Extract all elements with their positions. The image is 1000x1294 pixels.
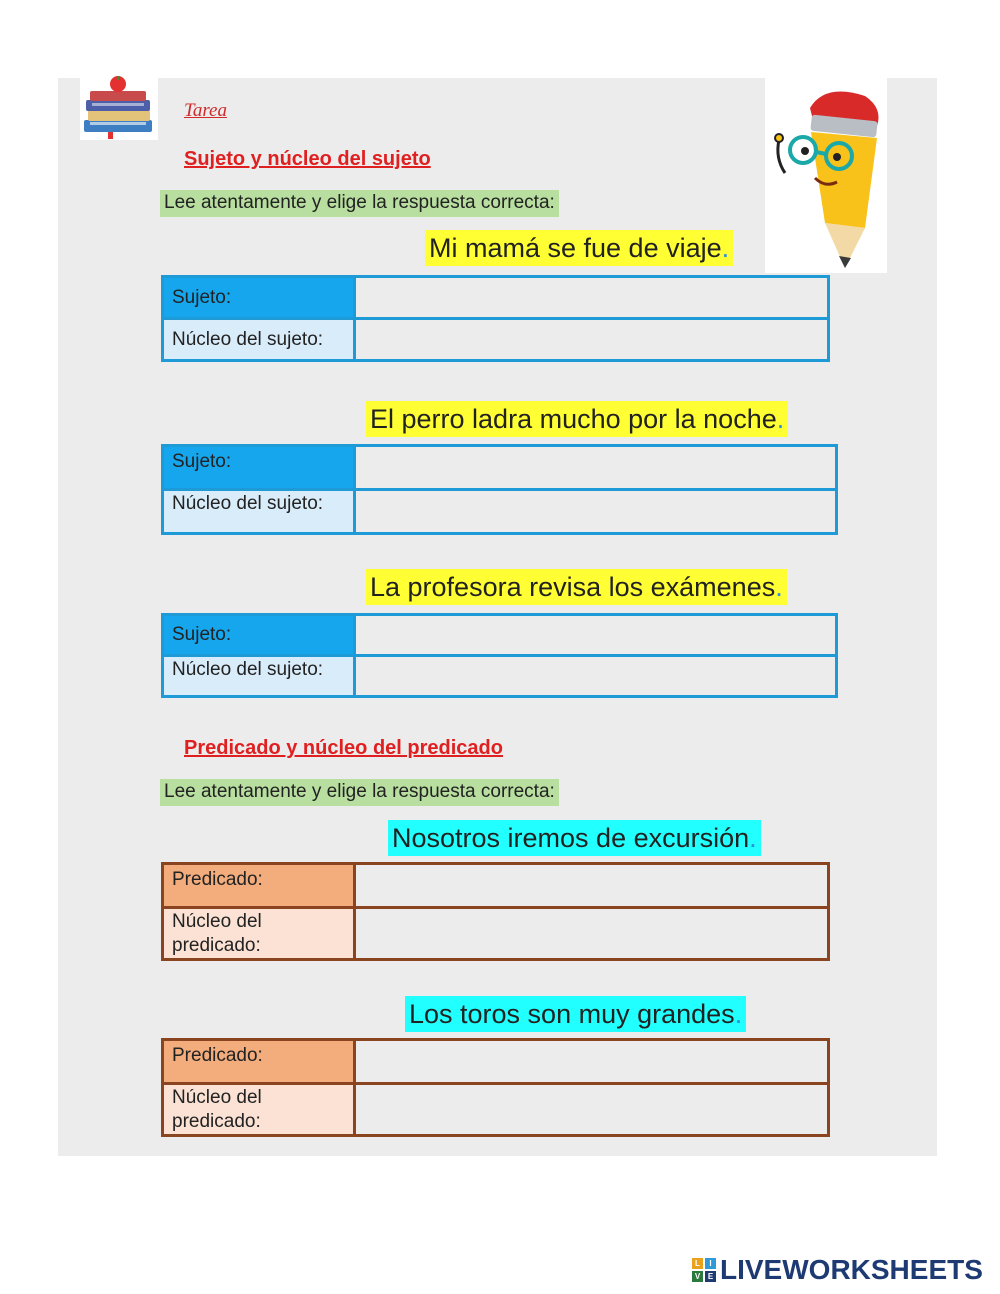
logo-text: LIVEWORKSHEETS bbox=[720, 1254, 983, 1285]
label-nucleo-sujeto-1: Núcleo del sujeto: bbox=[163, 319, 355, 361]
pencil-mascot-illustration bbox=[765, 78, 887, 273]
tarea-label: Tarea bbox=[184, 100, 227, 121]
answer-table-1 bbox=[161, 275, 830, 362]
answer-field-nucleo-1[interactable] bbox=[355, 319, 829, 361]
section-title-sujeto: Sujeto y núcleo del sujeto bbox=[184, 148, 431, 170]
label-nucleo-predicado-4: Núcleo del predicado: bbox=[163, 908, 355, 960]
label-nucleo-sujeto-3: Núcleo del sujeto: bbox=[163, 656, 355, 697]
nucleo-sujeto-input-2[interactable] bbox=[364, 500, 827, 524]
sujeto-input-3[interactable] bbox=[364, 623, 827, 647]
liveworksheets-logo[interactable] bbox=[692, 1253, 983, 1287]
answer-field-nucleo-predicado-5[interactable] bbox=[355, 1084, 829, 1136]
instruction-predicado: Lee atentamente y elige la respuesta correcta: bbox=[160, 779, 559, 806]
answer-table-5 bbox=[161, 1038, 830, 1137]
answer-field-nucleo-2[interactable] bbox=[355, 490, 837, 534]
label-nucleo-sujeto-2: Núcleo del sujeto: bbox=[163, 490, 355, 534]
label-nucleo-predicado-5: Núcleo del predicado: bbox=[163, 1084, 355, 1136]
sentence-3: La profesora revisa los exámenes. bbox=[366, 569, 787, 605]
label-sujeto-2: Sujeto: bbox=[163, 446, 355, 490]
answer-field-nucleo-predicado-4[interactable] bbox=[355, 908, 829, 960]
answer-field-predicado-5[interactable] bbox=[355, 1040, 829, 1084]
predicado-input-5[interactable] bbox=[364, 1050, 819, 1074]
answer-field-sujeto-3[interactable] bbox=[355, 615, 837, 656]
label-sujeto-3: Sujeto: bbox=[163, 615, 355, 656]
nucleo-sujeto-input-1[interactable] bbox=[364, 328, 819, 352]
answer-table-3 bbox=[161, 613, 838, 698]
section-title-predicado: Predicado y núcleo del predicado bbox=[184, 737, 503, 759]
label-predicado-5: Predicado: bbox=[163, 1040, 355, 1084]
label-predicado-4: Predicado: bbox=[163, 864, 355, 908]
sentence-5: Los toros son muy grandes. bbox=[405, 996, 746, 1032]
sujeto-input-1[interactable] bbox=[364, 286, 819, 310]
nucleo-predicado-input-5[interactable] bbox=[364, 1098, 819, 1122]
books-illustration bbox=[80, 76, 158, 140]
sentence-2: El perro ladra mucho por la noche. bbox=[366, 401, 788, 437]
answer-field-sujeto-2[interactable] bbox=[355, 446, 837, 490]
answer-field-sujeto-1[interactable] bbox=[355, 277, 829, 319]
sujeto-input-2[interactable] bbox=[364, 456, 827, 480]
answer-table-4 bbox=[161, 862, 830, 961]
sentence-4: Nosotros iremos de excursión. bbox=[388, 820, 761, 856]
logo-mark-icon: L I V E bbox=[692, 1258, 716, 1282]
instruction-sujeto: Lee atentamente y elige la respuesta correcta: bbox=[160, 190, 559, 217]
label-sujeto-1: Sujeto: bbox=[163, 277, 355, 319]
sentence-1: Mi mamá se fue de viaje. bbox=[425, 230, 733, 266]
predicado-input-4[interactable] bbox=[364, 874, 819, 898]
answer-field-nucleo-3[interactable] bbox=[355, 656, 837, 697]
answer-field-predicado-4[interactable] bbox=[355, 864, 829, 908]
nucleo-sujeto-input-3[interactable] bbox=[364, 664, 827, 688]
answer-table-2 bbox=[161, 444, 838, 535]
nucleo-predicado-input-4[interactable] bbox=[364, 922, 819, 946]
